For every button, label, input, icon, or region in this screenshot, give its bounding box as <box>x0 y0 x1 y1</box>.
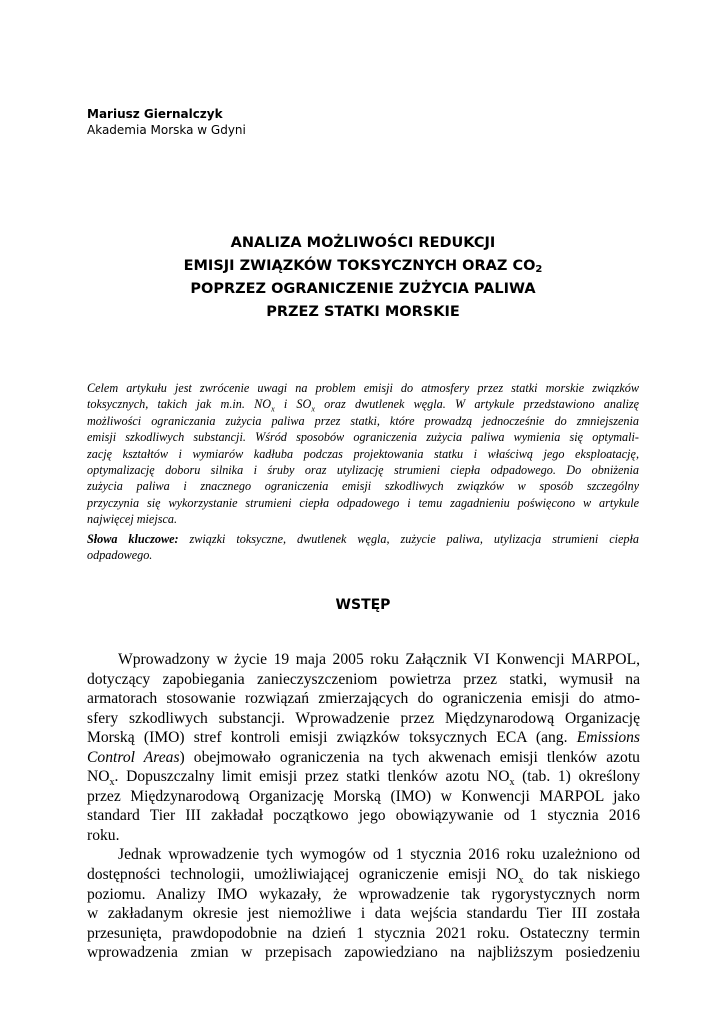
abstract-text <box>87 380 639 528</box>
body-line: wprowadzenia zmian w przepisach zapowiedziano na najbliższym posiedzeniu <box>87 944 640 962</box>
body-emphasis: Control Areas <box>87 748 180 766</box>
abstract-line: optymalizację doboru silnika i śruby oraz utylizację strumieni ciepła odpadowego. Do obniżenia <box>87 463 639 478</box>
body-line: w zakładanym okresie jest niemożliwe i data wejścia standardu Tier III została <box>87 905 640 923</box>
author-name: Mariusz Giernalczyk <box>87 107 223 121</box>
nox-subscript: x <box>518 875 524 887</box>
abstract-line: zację kształtów i wymiarów kadłuba podczas projektowania statku i właściwą jego eksploatację, <box>87 446 639 461</box>
sox-subscript: x <box>311 404 315 414</box>
abstract-line: Celem artykułu jest zwrócenie uwagi na problem emisji do atmosfery przez statki morskie związków <box>87 381 639 395</box>
abstract-line: możliwości ograniczania zużycia paliwa przez statki, które prowadzą jednocześnie do zmniejszenia <box>87 413 639 428</box>
nox-subscript: x <box>509 777 515 789</box>
nox-subscript: x <box>109 777 115 789</box>
body-text-span: do tak niskiego <box>523 866 640 884</box>
title-line-2-text: EMISJI ZWIĄZKÓW TOKSYCZNYCH ORAZ CO <box>183 258 536 274</box>
body-line: Wprowadzony w życie 19 maja 2005 roku Załącznik VI Konwencji MARPOL, <box>118 651 640 668</box>
author-affiliation: Akademia Morska w Gdyni <box>87 123 246 137</box>
keywords-text: związki toksyczne, dwutlenek węgla, zużycie paliwa, utylizacja strumieni ciepła <box>178 531 639 546</box>
body-line <box>87 728 640 748</box>
abstract-text-span: i SO <box>274 397 312 412</box>
abstract-line: emisji szkodliwych substancji. Wśród sposobów ograniczenia zużycia paliwa wymienia się optymali- <box>87 430 639 445</box>
title-line-1: ANALIZA MOŻLIWOŚCI REDUKCJI <box>230 235 496 251</box>
body-text-span: . Dopuszczalny limit emisji przez statki tlenków azotu NO <box>114 768 510 786</box>
body-text-span: ) obejmowało ograniczenia na tych akwenach emisji tlenków azotu <box>179 748 640 766</box>
body-line: przez Międzynarodową Organizację Morską (IMO) w Konwencji MARPOL jako <box>87 787 640 805</box>
abstract-line: najwięcej miejsca. <box>87 512 178 527</box>
body-text-span: Morską (IMO) stref kontroli emisji związków toksycznych ECA (ang. <box>87 729 577 747</box>
title-line-3: POPRZEZ OGRANICZENIE ZUŻYCIA PALIWA <box>190 281 536 297</box>
keywords-line: odpadowego. <box>87 548 153 563</box>
keywords-label: Słowa kluczowe: <box>87 531 179 546</box>
body-line: dotyczący zapobiegania zanieczyszczeniom powietrza przez statki, wymusił na <box>87 670 640 688</box>
abstract-line: zużycia paliwa i znacznego ograniczenia emisji szkodliwych związków w sposób szczególny <box>87 479 639 494</box>
body-line <box>87 748 640 768</box>
abstract-text-span: oraz dwutlenek węgla. W artykule przedstawiono analizę <box>314 397 639 412</box>
abstract <box>87 380 639 563</box>
body-line: sfery szkodliwych substancji. Wprowadzenie przez Międzynarodową Organizację <box>87 709 640 727</box>
body-line <box>87 767 640 787</box>
body-line: przesunięta, prawdopodobnie na dzień 1 stycznia 2021 roku. Ostateczny termin <box>87 924 640 942</box>
abstract-line <box>87 396 639 412</box>
body-text-span: dostępności technologii, umożliwiającej ograniczenie emisji NO <box>87 866 519 884</box>
body-emphasis: Emissions <box>576 729 640 747</box>
nox-subscript: x <box>271 404 275 414</box>
body-text-span: (tab. 1) określony <box>514 768 640 786</box>
abstract-line: przyczynia się wykorzystanie strumieni ciepła odpadowego i temu zagadnieniu poświęcono w artykule <box>87 495 639 510</box>
body-line: Jednak wprowadzenie tych wymogów od 1 stycznia 2016 roku uzależniono od <box>118 846 640 864</box>
author-block <box>87 106 246 138</box>
body-line: poziomu. Analizy IMO wykazały, że wprowadzenie tak rygorystycznych norm <box>87 885 640 903</box>
section-heading: WSTĘP <box>335 597 391 613</box>
keywords-line <box>87 531 639 547</box>
paragraph-1 <box>87 650 640 845</box>
title-line-4: PRZEZ STATKI MORSKIE <box>266 304 460 320</box>
title-line-2 <box>87 255 639 278</box>
keywords <box>87 531 639 564</box>
abstract-text-span: toksycznych, takich jak m.in. NO <box>87 397 272 412</box>
body-line: roku. <box>87 826 120 844</box>
body-line: armatorach stosowanie rozwiązań zmierzających do ograniczenia emisji do atmo- <box>87 690 640 708</box>
body-text <box>87 650 640 963</box>
body-line <box>87 865 640 885</box>
body-line: standard Tier III zakładał początkowo jego obowiązywanie od 1 stycznia 2016 <box>87 807 640 825</box>
paragraph-2 <box>87 845 640 962</box>
co2-subscript: 2 <box>535 264 543 275</box>
paper-title <box>87 232 639 324</box>
body-text-span: NO <box>87 768 110 786</box>
